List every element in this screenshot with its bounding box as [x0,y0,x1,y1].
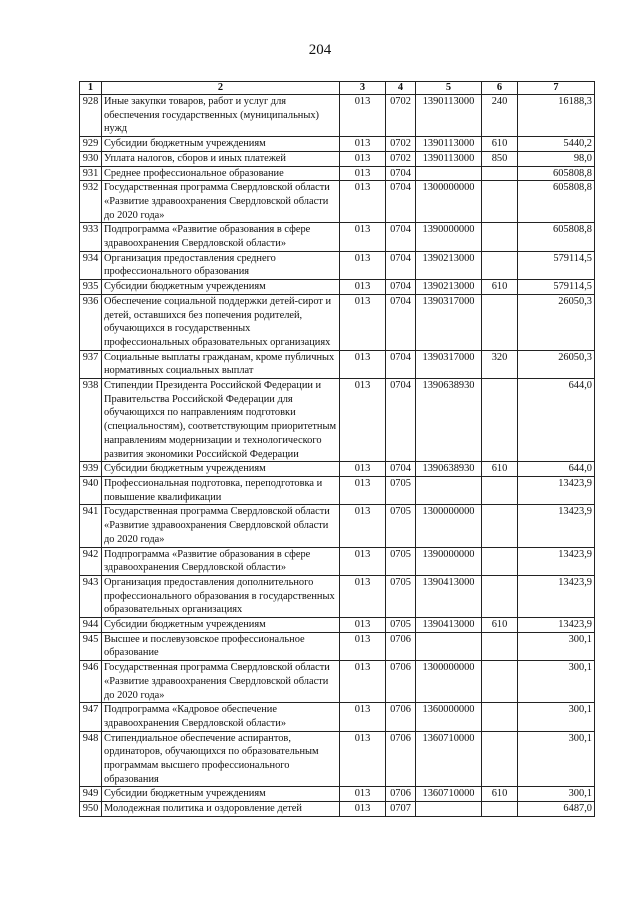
row-code-5: 1300000000 [416,505,482,547]
column-header: 2 [102,82,340,95]
row-code-5: 1390638930 [416,379,482,462]
row-code-5 [416,166,482,181]
row-code-5 [416,802,482,817]
column-header: 3 [340,82,386,95]
row-name: Подпрограмма «Кадровое обеспечение здравоохранения Свердловской области» [102,703,340,731]
row-name: Государственная программа Свердловской области «Развитие здравоохранения Свердловской области до 2020 года» [102,505,340,547]
table-row [80,350,595,378]
row-code-5: 1390000000 [416,547,482,575]
table-row [80,181,595,223]
row-code-6: 240 [482,95,518,137]
row-code-5: 1300000000 [416,661,482,703]
row-amount: 300,1 [518,731,595,787]
row-name: Государственная программа Свердловской области «Развитие здравоохранения Свердловской области до 2020 года» [102,661,340,703]
row-code-4: 0702 [386,151,416,166]
table-row [80,223,595,251]
row-code-3: 013 [340,251,386,279]
table-row [80,618,595,633]
row-code-6 [482,166,518,181]
table-row [80,95,595,137]
row-number: 947 [80,703,102,731]
row-code-4: 0705 [386,547,416,575]
table-row [80,547,595,575]
column-header: 5 [416,82,482,95]
row-code-4: 0706 [386,731,416,787]
row-code-3: 013 [340,618,386,633]
table-row [80,251,595,279]
row-code-4: 0704 [386,166,416,181]
table-row [80,505,595,547]
row-code-3: 013 [340,223,386,251]
row-code-6 [482,476,518,504]
row-name: Стипендии Президента Российской Федерации и Правительства Российской Федерации для обучающихся по направлениям подготовки (специальностям), соответствующим приоритетным направлениям модернизации и технологического развития экономики Российской Федерации [102,379,340,462]
row-code-3: 013 [340,575,386,617]
row-code-6: 610 [482,280,518,295]
row-name: Стипендиальное обеспечение аспирантов, ординаторов, обучающихся по образовательным программам высшего профессионального образования [102,731,340,787]
table-row [80,379,595,462]
row-name: Подпрограмма «Развитие образования в сфере здравоохранения Свердловской области» [102,223,340,251]
page-number: 204 [308,42,332,58]
row-number: 946 [80,661,102,703]
row-code-5 [416,632,482,660]
row-code-3: 013 [340,95,386,137]
row-code-6 [482,505,518,547]
row-code-6 [482,181,518,223]
row-code-6 [482,575,518,617]
row-code-3: 013 [340,151,386,166]
row-code-6 [482,661,518,703]
row-code-3: 013 [340,476,386,504]
table-row [80,294,595,350]
row-code-4: 0704 [386,251,416,279]
table-row [80,661,595,703]
row-amount: 605808,8 [518,181,595,223]
row-amount: 13423,9 [518,476,595,504]
row-amount: 26050,3 [518,350,595,378]
column-header: 7 [518,82,595,95]
row-code-5: 1360710000 [416,731,482,787]
row-code-3: 013 [340,632,386,660]
row-code-5: 1390413000 [416,575,482,617]
budget-table [79,81,595,817]
row-name: Уплата налогов, сборов и иных платежей [102,151,340,166]
row-code-3: 013 [340,787,386,802]
row-code-4: 0704 [386,181,416,223]
row-number: 943 [80,575,102,617]
row-number: 945 [80,632,102,660]
table-row [80,476,595,504]
row-code-4: 0705 [386,618,416,633]
row-number: 948 [80,731,102,787]
row-name: Молодежная политика и оздоровление детей [102,802,340,817]
row-code-3: 013 [340,661,386,703]
row-code-4: 0704 [386,280,416,295]
row-code-6: 610 [482,618,518,633]
table-row [80,575,595,617]
table-header-row [80,82,595,95]
row-code-6 [482,802,518,817]
row-number: 941 [80,505,102,547]
row-code-6 [482,703,518,731]
row-name: Субсидии бюджетным учреждениям [102,280,340,295]
row-code-6 [482,223,518,251]
row-code-6: 610 [482,462,518,477]
table-row [80,703,595,731]
row-code-5: 1390000000 [416,223,482,251]
row-amount: 644,0 [518,462,595,477]
table-row [80,280,595,295]
row-code-4: 0707 [386,802,416,817]
table-row [80,802,595,817]
table-row [80,462,595,477]
row-code-4: 0706 [386,787,416,802]
row-code-5: 1390317000 [416,294,482,350]
row-code-3: 013 [340,137,386,152]
row-name: Подпрограмма «Развитие образования в сфере здравоохранения Свердловской области» [102,547,340,575]
row-code-4: 0705 [386,575,416,617]
row-amount: 605808,8 [518,223,595,251]
table-row [80,787,595,802]
row-code-3: 013 [340,294,386,350]
row-number: 938 [80,379,102,462]
row-code-6: 850 [482,151,518,166]
row-code-3: 013 [340,731,386,787]
row-name: Социальные выплаты гражданам, кроме публичных нормативных социальных выплат [102,350,340,378]
column-header: 1 [80,82,102,95]
row-code-4: 0704 [386,462,416,477]
row-amount: 6487,0 [518,802,595,817]
row-code-4: 0702 [386,137,416,152]
row-code-6: 320 [482,350,518,378]
row-number: 933 [80,223,102,251]
row-name: Организация предоставления дополнительного профессионального образования в государственных образовательных организациях [102,575,340,617]
row-code-5: 1390113000 [416,151,482,166]
row-amount: 13423,9 [518,505,595,547]
row-code-4: 0705 [386,476,416,504]
row-number: 950 [80,802,102,817]
table-row [80,137,595,152]
row-number: 949 [80,787,102,802]
row-number: 928 [80,95,102,137]
row-code-6: 610 [482,137,518,152]
row-code-3: 013 [340,547,386,575]
row-code-5: 1390113000 [416,137,482,152]
row-name: Субсидии бюджетным учреждениям [102,137,340,152]
row-number: 937 [80,350,102,378]
row-code-3: 013 [340,802,386,817]
row-amount: 16188,3 [518,95,595,137]
row-code-4: 0706 [386,661,416,703]
row-name: Субсидии бюджетным учреждениям [102,787,340,802]
row-amount: 13423,9 [518,547,595,575]
row-amount: 13423,9 [518,618,595,633]
row-number: 942 [80,547,102,575]
table-row [80,731,595,787]
row-code-3: 013 [340,280,386,295]
row-code-3: 013 [340,379,386,462]
row-code-5: 1390213000 [416,251,482,279]
column-header: 6 [482,82,518,95]
row-name: Высшее и послевузовское профессиональное образование [102,632,340,660]
row-code-4: 0704 [386,379,416,462]
row-number: 932 [80,181,102,223]
row-number: 929 [80,137,102,152]
row-amount: 579114,5 [518,280,595,295]
row-amount: 644,0 [518,379,595,462]
row-amount: 300,1 [518,787,595,802]
row-code-4: 0705 [386,505,416,547]
row-code-6 [482,251,518,279]
row-name: Субсидии бюджетным учреждениям [102,462,340,477]
row-code-5: 1390213000 [416,280,482,295]
row-amount: 300,1 [518,661,595,703]
table-row [80,166,595,181]
row-code-3: 013 [340,505,386,547]
row-name: Профессиональная подготовка, переподготовка и повышение квалификации [102,476,340,504]
row-number: 936 [80,294,102,350]
row-code-5: 1360000000 [416,703,482,731]
row-code-3: 013 [340,703,386,731]
row-name: Обеспечение социальной поддержки детей-сирот и детей, оставшихся без попечения родителей, обучающихся в государственных профессиональных образовательных организациях [102,294,340,350]
row-amount: 13423,9 [518,575,595,617]
row-number: 940 [80,476,102,504]
row-code-4: 0706 [386,632,416,660]
row-name: Субсидии бюджетным учреждениям [102,618,340,633]
table-row [80,632,595,660]
row-code-5: 1390638930 [416,462,482,477]
row-amount: 5440,2 [518,137,595,152]
table-body [80,95,595,817]
row-number: 930 [80,151,102,166]
row-amount: 98,0 [518,151,595,166]
row-code-6 [482,632,518,660]
row-code-5: 1360710000 [416,787,482,802]
row-amount: 605808,8 [518,166,595,181]
row-amount: 579114,5 [518,251,595,279]
row-code-6 [482,379,518,462]
row-code-5: 1300000000 [416,181,482,223]
row-name: Среднее профессиональное образование [102,166,340,181]
table-row [80,151,595,166]
row-name: Иные закупки товаров, работ и услуг для обеспечения государственных (муниципальных) нужд [102,95,340,137]
row-code-6: 610 [482,787,518,802]
row-number: 944 [80,618,102,633]
row-code-4: 0704 [386,223,416,251]
row-number: 931 [80,166,102,181]
row-amount: 26050,3 [518,294,595,350]
row-number: 939 [80,462,102,477]
row-code-3: 013 [340,166,386,181]
row-name: Организация предоставления среднего профессионального образования [102,251,340,279]
row-code-3: 013 [340,462,386,477]
row-code-4: 0702 [386,95,416,137]
row-code-5: 1390113000 [416,95,482,137]
row-amount: 300,1 [518,632,595,660]
row-number: 934 [80,251,102,279]
row-amount: 300,1 [518,703,595,731]
row-code-5 [416,476,482,504]
column-header: 4 [386,82,416,95]
row-code-4: 0704 [386,294,416,350]
row-code-6 [482,547,518,575]
row-code-6 [482,731,518,787]
row-number: 935 [80,280,102,295]
row-code-4: 0704 [386,350,416,378]
row-code-3: 013 [340,181,386,223]
row-code-4: 0706 [386,703,416,731]
row-code-5: 1390317000 [416,350,482,378]
row-code-3: 013 [340,350,386,378]
row-code-5: 1390413000 [416,618,482,633]
row-code-6 [482,294,518,350]
row-name: Государственная программа Свердловской области «Развитие здравоохранения Свердловской области до 2020 года» [102,181,340,223]
